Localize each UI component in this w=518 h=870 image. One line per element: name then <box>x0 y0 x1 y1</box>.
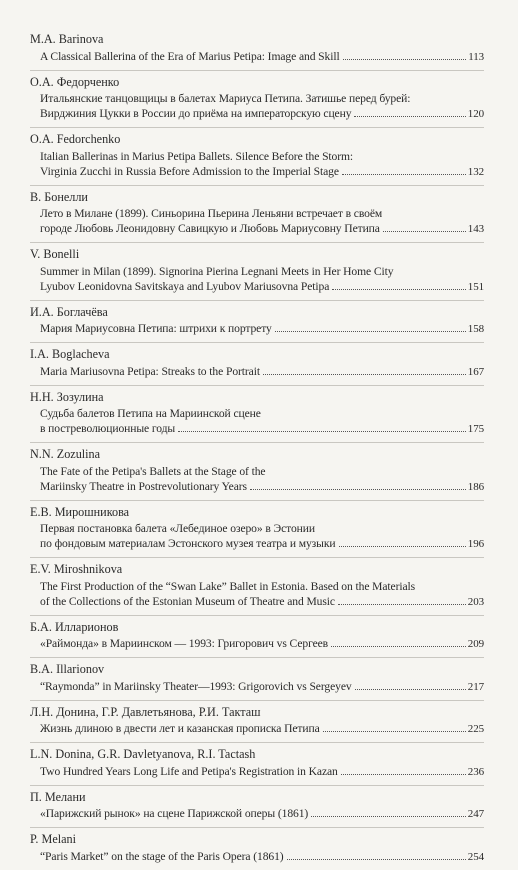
toc-entry-title <box>30 849 484 865</box>
toc-entry-title <box>30 49 484 65</box>
toc-entry-title-last-line <box>40 321 484 337</box>
toc-entry-title <box>30 764 484 780</box>
toc-entry-page-number: 217 <box>467 680 484 693</box>
toc-entry <box>30 343 484 386</box>
toc-entry <box>30 701 484 744</box>
toc-entry-title-last-line <box>40 636 484 652</box>
toc-entry-title-text: «Раймонда» в Мариинском — 1993: Григорович vs Сергеев <box>40 637 329 650</box>
toc-entry-author: M.A. Barinova <box>30 32 104 46</box>
toc-entry-author: О.А. Федорченко <box>30 74 120 89</box>
toc-entry-page-number: 151 <box>467 280 484 293</box>
table-of-contents <box>30 28 484 870</box>
toc-entry-title-text: “Paris Market” on the stage of the Paris Opera (1861) <box>40 849 284 863</box>
toc-entry-page-number: 196 <box>467 538 484 550</box>
toc-entry-title-last-line <box>40 849 484 865</box>
toc-entry-title-text: «Парижский рынок» на сцене Парижской оперы (1861) <box>40 807 309 820</box>
toc-entry <box>30 616 484 659</box>
toc-entry-title-last-line <box>40 49 484 65</box>
toc-entry <box>30 658 484 701</box>
toc-entry-title-text: по фондовым материалам Эстонского музея театра и музыки <box>40 537 336 550</box>
toc-entry-author: Б.А. Илларионов <box>30 619 119 634</box>
toc-entry-author: И.А. Боглачёва <box>30 304 108 319</box>
toc-entry-title-line: Italian Ballerinas in Marius Petipa Ballets. Silence Before the Storm: <box>40 149 354 163</box>
toc-entry <box>30 786 484 829</box>
toc-entry-title <box>30 321 484 337</box>
toc-entry-author: V. Bonelli <box>30 247 80 261</box>
toc-entry-title-last-line <box>40 594 484 610</box>
toc-entry-page-number: 167 <box>467 365 484 378</box>
toc-entry <box>30 828 484 870</box>
toc-entry-author: O.A. Fedorchenko <box>30 132 121 146</box>
toc-entry-title <box>30 91 484 122</box>
dot-leader <box>355 689 466 690</box>
toc-entry-author: В. Бонелли <box>30 189 88 204</box>
toc-entry-author: I.A. Boglacheva <box>30 347 110 361</box>
toc-entry-title-text: Virginia Zucchi in Russia Before Admission to the Imperial Stage <box>40 164 339 178</box>
toc-entry <box>30 443 484 501</box>
toc-entry-author: N.N. Zozulina <box>30 447 101 461</box>
dot-leader <box>178 431 466 432</box>
toc-entry-title-text: Мария Мариусовна Петипа: штрихи к портрету <box>40 322 272 335</box>
toc-entry-author: П. Мелани <box>30 789 86 804</box>
toc-entry <box>30 71 484 129</box>
toc-entry-title-text: в постреволюционные годы <box>40 422 176 435</box>
toc-entry-author: Л.Н. Донина, Г.Р. Давлетьянова, Р.И. Такташ <box>30 704 261 719</box>
toc-entry-title-last-line <box>40 536 484 552</box>
toc-entry-title <box>30 364 484 380</box>
dot-leader <box>343 59 467 60</box>
toc-entry-title-text: Вирджиния Цукки в России до приёма на императорскую сцену <box>40 107 352 120</box>
toc-entry-title <box>30 206 484 237</box>
dot-leader <box>331 646 466 647</box>
toc-entry-author: E.V. Miroshnikova <box>30 562 123 576</box>
toc-entry-title <box>30 806 484 822</box>
toc-entry-page-number: 203 <box>467 595 484 608</box>
toc-entry-page-number: 143 <box>467 223 484 235</box>
toc-entry-title <box>30 521 484 552</box>
toc-entry-title-last-line <box>40 806 484 822</box>
dot-leader <box>323 731 466 732</box>
toc-entry-author: L.N. Donina, G.R. Davletyanova, R.I. Tactash <box>30 747 256 761</box>
toc-entry <box>30 386 484 444</box>
toc-entry <box>30 301 484 344</box>
toc-entry-page-number: 158 <box>467 323 484 335</box>
toc-entry-title-text: “Raymonda” in Mariinsky Theater—1993: Grigorovich vs Sergeyev <box>40 679 352 693</box>
toc-entry-title <box>30 721 484 737</box>
dot-leader <box>332 289 466 290</box>
toc-entry-title-text: A Classical Ballerina of the Era of Marius Petipa: Image and Skill <box>40 49 340 63</box>
toc-entry-title <box>30 406 484 437</box>
dot-leader <box>275 331 466 332</box>
toc-entry-title-line: The First Production of the “Swan Lake” Ballet in Estonia. Based on the Materials <box>40 579 416 593</box>
toc-entry-title-line: Лето в Милане (1899). Синьорина Пьерина Леньяни встречает в своём <box>40 207 383 220</box>
toc-entry-page-number: 186 <box>467 480 484 493</box>
toc-entry-title-last-line <box>40 679 484 695</box>
toc-entry-title-line: Итальянские танцовщицы в балетах Мариуса Петипа. Затишье перед бурей: <box>40 92 411 105</box>
toc-entry <box>30 28 484 71</box>
toc-entry-page-number: 113 <box>468 50 484 63</box>
toc-entry-page-number: 225 <box>467 723 484 735</box>
toc-entry-title-text: Maria Mariusovna Petipa: Streaks to the Portrait <box>40 364 260 378</box>
toc-entry-title-last-line <box>40 364 484 380</box>
toc-entry <box>30 558 484 616</box>
toc-entry-title-text: Two Hundred Years Long Life and Petipa's Registration in Kazan <box>40 764 338 778</box>
toc-entry-page-number: 247 <box>467 808 484 820</box>
toc-entry-title-last-line <box>40 721 484 737</box>
toc-entry-author: B.A. Illarionov <box>30 662 105 676</box>
dot-leader <box>383 231 466 232</box>
toc-entry-title <box>30 636 484 652</box>
toc-entry <box>30 128 484 186</box>
toc-entry-page-number: 236 <box>467 765 484 778</box>
toc-entry-page-number: 132 <box>467 165 484 178</box>
toc-entry-title-text: Lyubov Leonidovna Savitskaya and Lyubov Mariusovna Petipa <box>40 279 330 293</box>
toc-entry-title-last-line <box>40 421 484 437</box>
toc-entry-title <box>30 579 484 610</box>
toc-entry-title <box>30 679 484 695</box>
toc-entry-title <box>30 464 484 495</box>
dot-leader <box>339 546 466 547</box>
dot-leader <box>338 604 466 605</box>
toc-entry-title-line: Summer in Milan (1899). Signorina Pierina Legnani Meets in Her Home City <box>40 264 394 278</box>
toc-entry-author: P. Melani <box>30 832 77 846</box>
toc-entry <box>30 743 484 786</box>
toc-entry-title-last-line <box>40 164 484 180</box>
toc-entry-title-last-line <box>40 221 484 237</box>
dot-leader <box>341 774 466 775</box>
toc-entry-page-number: 120 <box>467 108 484 120</box>
toc-entry-page-number: 175 <box>467 423 484 435</box>
toc-entry-title <box>30 149 484 180</box>
toc-entry-page-number: 254 <box>467 850 484 863</box>
toc-entry <box>30 186 484 244</box>
dot-leader <box>287 859 466 860</box>
toc-entry-title-line: Первая постановка балета «Лебединое озеро» в Эстонии <box>40 522 315 535</box>
toc-entry-title-text: Жизнь длиною в двести лет и казанская прописка Петипа <box>40 722 320 735</box>
toc-entry-title-text: Mariinsky Theatre in Postrevolutionary Years <box>40 479 247 493</box>
toc-entry-title-last-line <box>40 279 484 295</box>
toc-entry-author: Н.Н. Зозулина <box>30 389 104 404</box>
toc-entry-page-number: 209 <box>467 638 484 650</box>
toc-entry-title-text: of the Collections of the Estonian Museum of Theatre and Music <box>40 594 335 608</box>
toc-entry-author: Е.В. Мирошникова <box>30 504 130 519</box>
dot-leader <box>342 174 466 175</box>
toc-entry-title <box>30 264 484 295</box>
dot-leader <box>263 374 466 375</box>
dot-leader <box>354 116 465 117</box>
toc-entry-title-text: городе Любовь Леонидовну Савицкую и Любовь Мариусовну Петипа <box>40 222 380 235</box>
toc-entry <box>30 501 484 559</box>
toc-entry-title-last-line <box>40 106 484 122</box>
toc-entry <box>30 243 484 301</box>
toc-entry-title-line: Судьба балетов Петипа на Мариинской сцене <box>40 407 261 420</box>
toc-entry-title-last-line <box>40 764 484 780</box>
toc-entry-title-last-line <box>40 479 484 495</box>
dot-leader <box>250 489 466 490</box>
toc-entry-title-line: The Fate of the Petipa's Ballets at the Stage of the <box>40 464 266 478</box>
